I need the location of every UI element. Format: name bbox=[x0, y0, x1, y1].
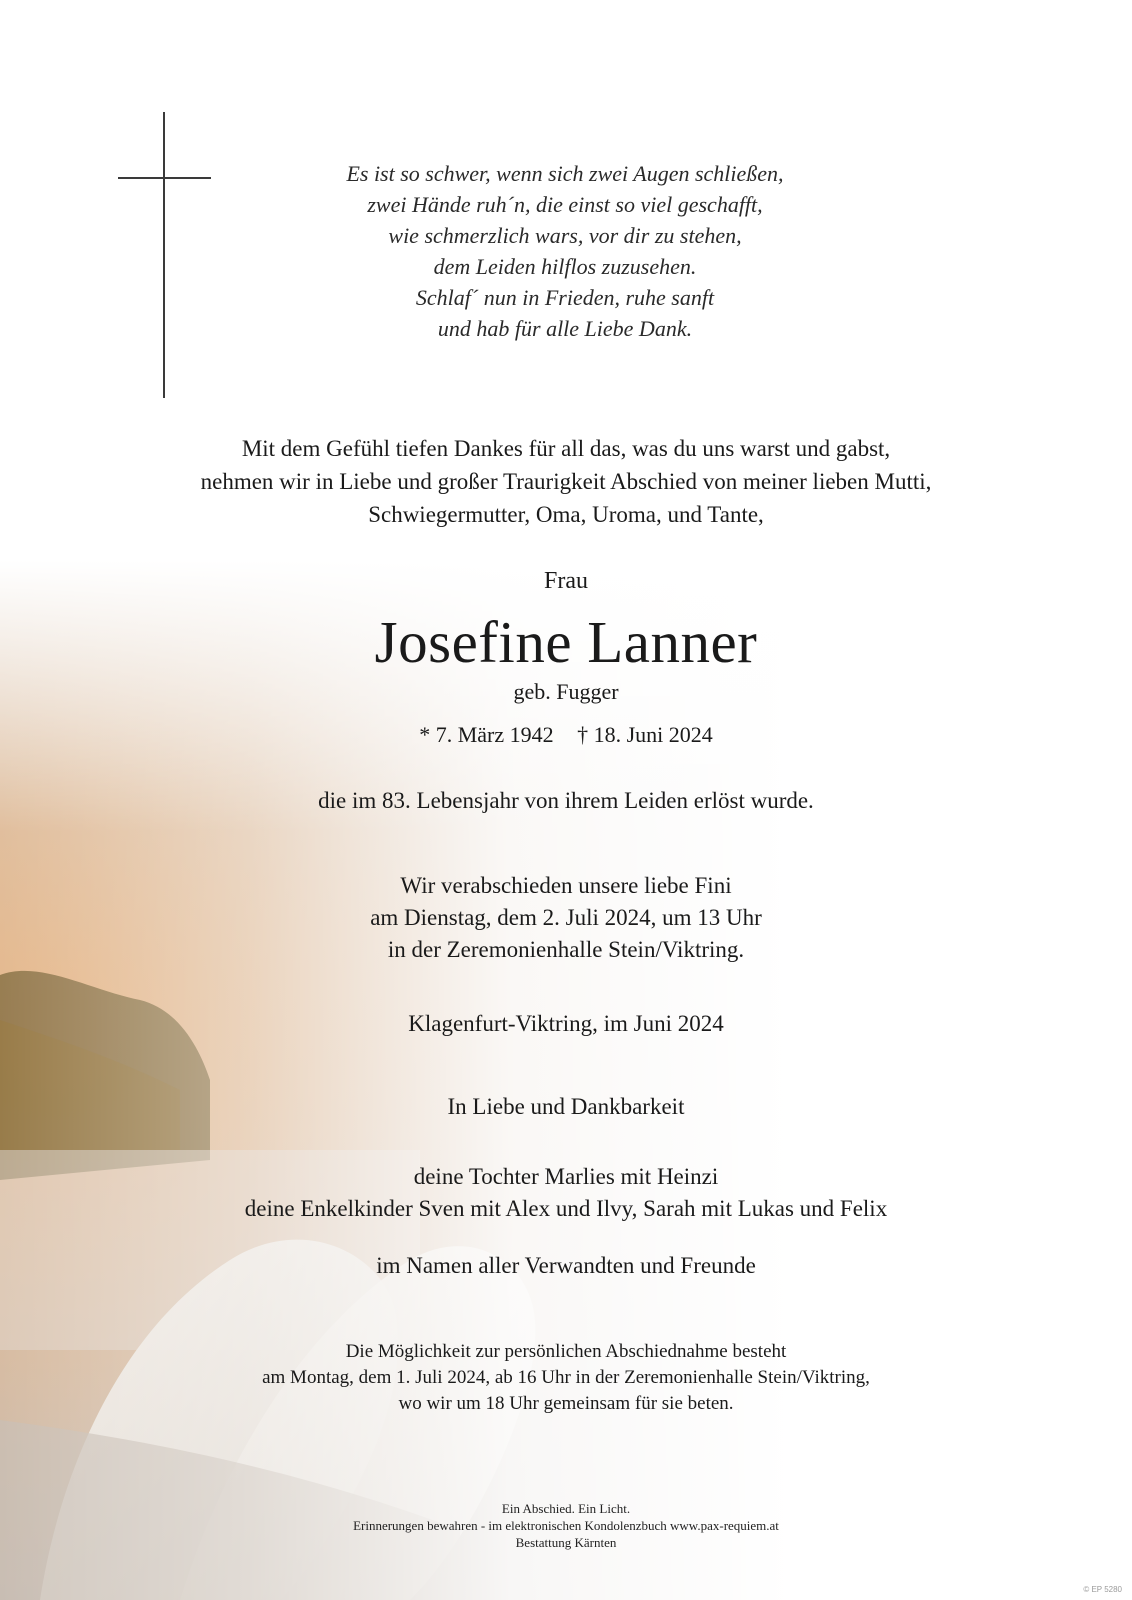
farewell-line: Wir verabschieden unsere liebe Fini bbox=[400, 873, 732, 898]
cross-icon bbox=[163, 112, 165, 398]
poem-line: wie schmerzlich wars, vor dir zu stehen, bbox=[388, 223, 742, 248]
all-relatives-line: im Namen aller Verwandten und Freunde bbox=[376, 1253, 756, 1278]
viewing-details bbox=[0, 1339, 1132, 1417]
cross-icon-bar bbox=[118, 177, 211, 179]
copyright-mark: © EP 5280 bbox=[1083, 1585, 1122, 1594]
footer-line: Bestattung Kärnten bbox=[515, 1535, 617, 1550]
life-dates bbox=[0, 722, 1132, 748]
farewell-line: am Dienstag, dem 2. Juli 2024, um 13 Uhr bbox=[370, 905, 762, 930]
footer-line: Ein Abschied. Ein Licht. bbox=[501, 1501, 631, 1516]
deceased-name: Josefine Lanner bbox=[374, 609, 758, 675]
poem-line: zwei Hände ruh´n, die einst so viel geschafft, bbox=[367, 192, 763, 217]
intro-line: Schwiegermutter, Oma, Uroma, und Tante, bbox=[368, 502, 764, 527]
salutation: Frau bbox=[544, 568, 588, 594]
place-date: Klagenfurt-Viktring, im Juni 2024 bbox=[408, 1011, 724, 1036]
footer-line: Erinnerungen bewahren - im elektronischen Kondolenzbuch www.pax-requiem.at bbox=[353, 1518, 779, 1533]
footer bbox=[0, 1500, 1132, 1551]
death-date: † 18. Juni 2024 bbox=[577, 722, 713, 747]
mourner-line: deine Tochter Marlies mit Heinzi bbox=[413, 1164, 719, 1189]
farewell-details bbox=[0, 870, 1132, 966]
mourners bbox=[0, 1161, 1132, 1225]
poem-line: Schlaf´ nun in Frieden, ruhe sanft bbox=[415, 285, 715, 310]
intro-text bbox=[66, 432, 1066, 531]
viewing-line: wo wir um 18 Uhr gemeinsam für sie beten. bbox=[398, 1393, 734, 1414]
viewing-line: am Montag, dem 1. Juli 2024, ab 16 Uhr in der Zeremonienhalle Stein/Viktring, bbox=[262, 1367, 870, 1388]
poem bbox=[240, 158, 890, 344]
poem-line: und hab für alle Liebe Dank. bbox=[437, 316, 693, 341]
maiden-name: geb. Fugger bbox=[513, 679, 619, 704]
poem-line: dem Leiden hilflos zuzusehen. bbox=[433, 254, 697, 279]
intro-line: Mit dem Gefühl tiefen Dankes für all das, was du uns warst und gabst, bbox=[241, 436, 891, 461]
love-line: In Liebe und Dankbarkeit bbox=[447, 1094, 685, 1119]
poem-line: Es ist so schwer, wenn sich zwei Augen schließen, bbox=[346, 161, 784, 186]
viewing-line: Die Möglichkeit zur persönlichen Abschiednahme besteht bbox=[345, 1341, 787, 1362]
intro-line: nehmen wir in Liebe und großer Traurigkeit Abschied von meiner lieben Mutti, bbox=[200, 469, 932, 494]
farewell-line: in der Zeremonienhalle Stein/Viktring. bbox=[387, 937, 745, 962]
age-line: die im 83. Lebensjahr von ihrem Leiden erlöst wurde. bbox=[318, 788, 814, 813]
mourner-line: deine Enkelkinder Sven mit Alex und Ilvy, Sarah mit Lukas und Felix bbox=[244, 1196, 888, 1221]
birth-date: * 7. März 1942 bbox=[419, 722, 554, 747]
